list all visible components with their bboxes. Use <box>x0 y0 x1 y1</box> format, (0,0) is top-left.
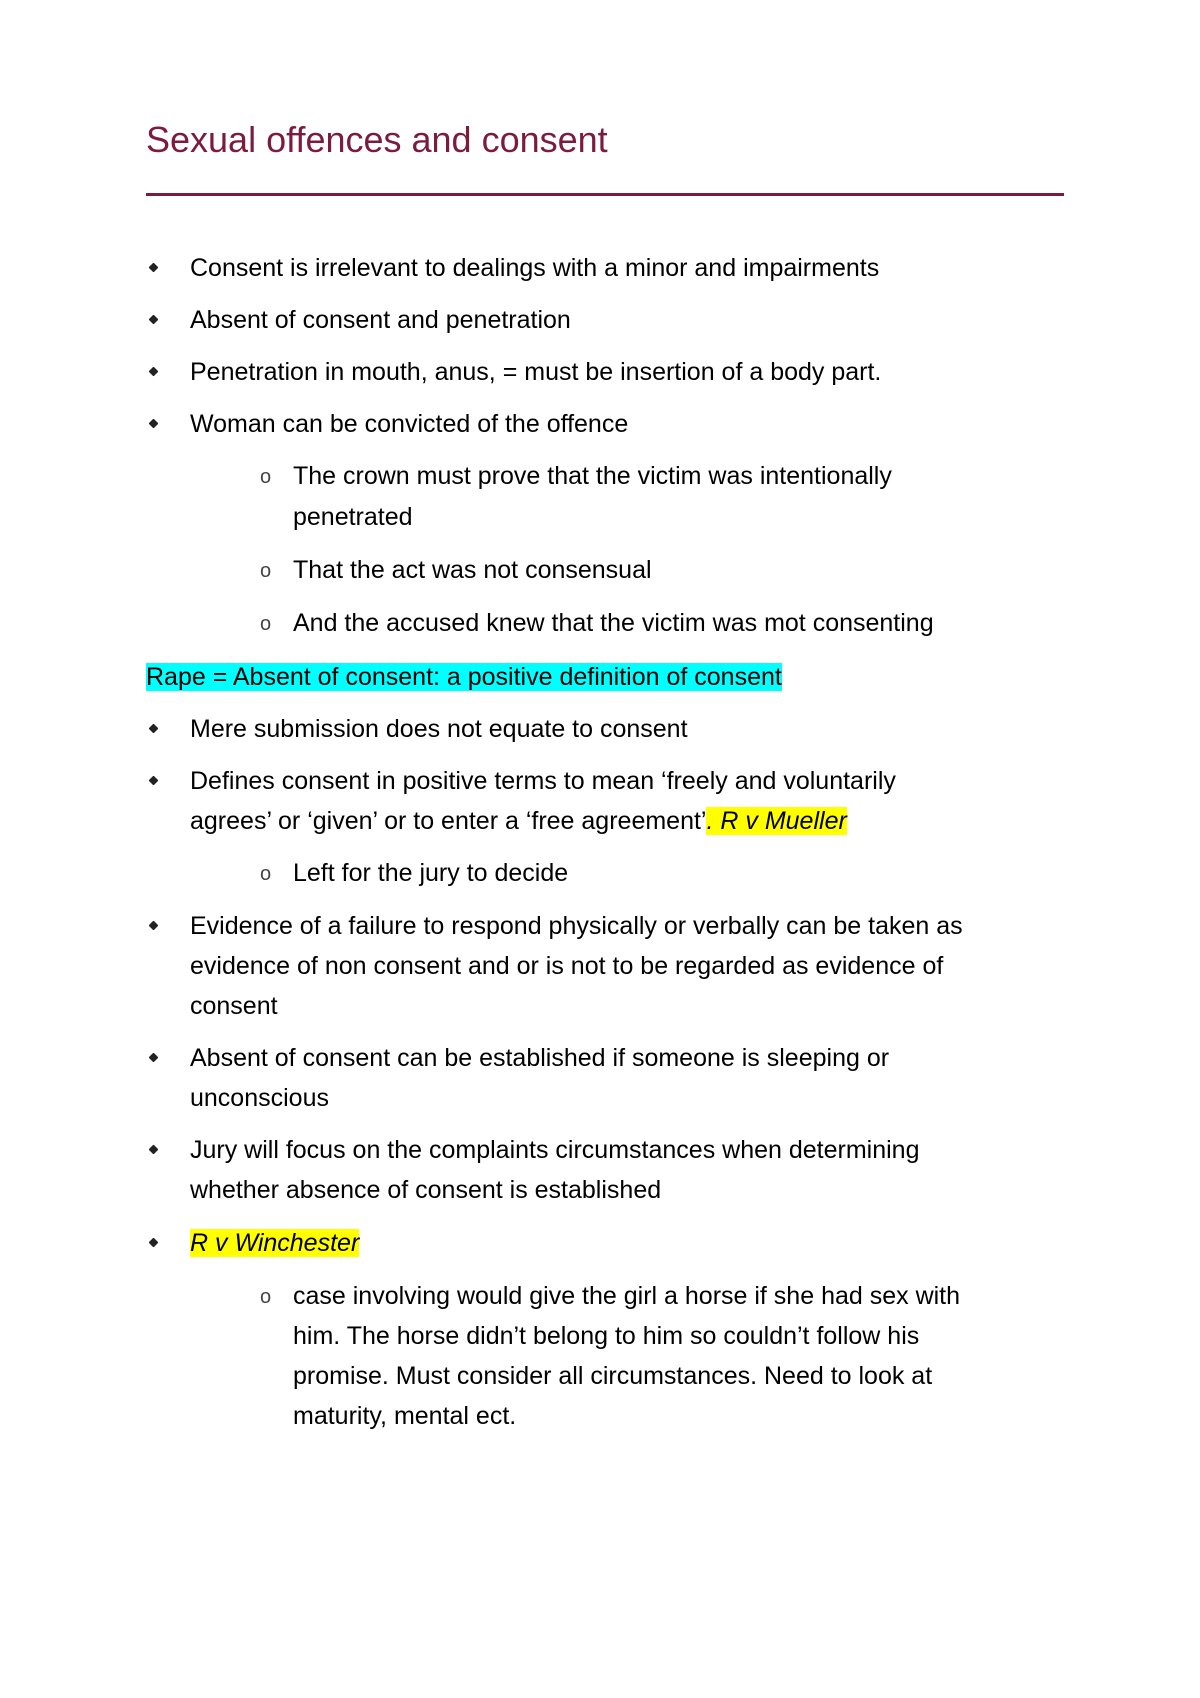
case-reference-winchester: R v Winchester <box>190 1229 360 1257</box>
list-item: Consent is irrelevant to dealings with a minor and impairments <box>190 254 880 282</box>
list-item: Mere submission does not equate to consent <box>190 715 688 743</box>
list-item-continued: unconscious <box>190 1084 329 1112</box>
sub-list-item: That the act was not consensual <box>293 556 652 584</box>
list-item-text: agrees’ or ‘given’ or to enter a ‘free agreement’ <box>190 807 707 835</box>
sub-list-item-continued: him. The horse didn’t belong to him so couldn’t follow his <box>293 1322 920 1350</box>
list-item: Defines consent in positive terms to mean ‘freely and voluntarily <box>190 767 896 795</box>
sub-bullet-marker: o <box>260 613 272 635</box>
highlighted-heading-text: Rape = Absent of consent: a positive definition of consent <box>146 663 782 691</box>
title-underline <box>146 193 1064 196</box>
bullet-marker <box>149 724 159 734</box>
page-title: Sexual offences and consent <box>146 119 608 160</box>
bullet-marker <box>149 367 159 377</box>
bullet-marker <box>149 921 159 931</box>
list-item: Absent of consent and penetration <box>190 306 571 334</box>
sub-list-item: And the accused knew that the victim was mot consenting <box>293 609 934 637</box>
sub-bullet-marker: o <box>260 560 272 582</box>
list-item: Penetration in mouth, anus, = must be insertion of a body part. <box>190 358 882 386</box>
list-item: Absent of consent can be established if someone is sleeping or <box>190 1044 890 1072</box>
list-item: Woman can be convicted of the offence <box>190 410 629 438</box>
list-item-continued: whether absence of consent is established <box>190 1176 662 1204</box>
bullet-marker <box>149 1238 159 1248</box>
sub-list-item-continued: maturity, mental ect. <box>293 1402 517 1430</box>
bullet-marker <box>149 419 159 429</box>
sub-list-item-continued: penetrated <box>293 503 413 531</box>
bullet-marker <box>149 1145 159 1155</box>
sub-bullet-marker: o <box>260 466 272 488</box>
sub-bullet-marker: o <box>260 1286 272 1308</box>
list-item-continued: consent <box>190 992 278 1020</box>
list-item: Evidence of a failure to respond physically or verbally can be taken as <box>190 912 963 940</box>
sub-list-item: Left for the jury to decide <box>293 859 569 887</box>
bullet-marker <box>149 263 159 273</box>
sub-bullet-marker: o <box>260 863 272 885</box>
sub-list-item: case involving would give the girl a horse if she had sex with <box>293 1282 961 1310</box>
section-heading <box>146 662 782 692</box>
case-reference-mueller: . R v Mueller <box>706 807 847 835</box>
bullet-marker <box>149 1053 159 1063</box>
list-item: Jury will focus on the complaints circumstances when determining <box>190 1136 920 1164</box>
sub-list-item: The crown must prove that the victim was intentionally <box>293 462 892 490</box>
list-item <box>190 1228 359 1258</box>
list-item-continued <box>190 806 847 836</box>
list-item-continued: evidence of non consent and or is not to be regarded as evidence of <box>190 952 944 980</box>
sub-list-item-continued: promise. Must consider all circumstances. Need to look at <box>293 1362 933 1390</box>
bullet-marker <box>149 315 159 325</box>
bullet-marker <box>149 776 159 786</box>
